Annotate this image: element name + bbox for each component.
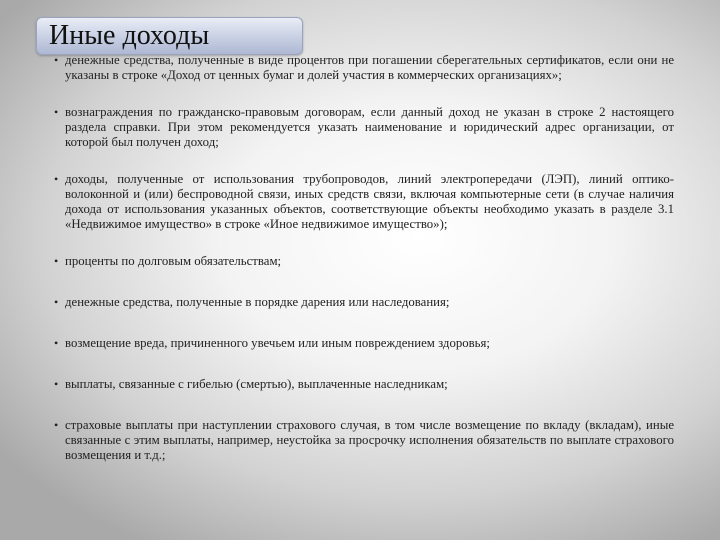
title-bar [36,17,303,55]
bullet-item [54,254,674,269]
bullet-mark: • [54,336,59,350]
bullet-mark: • [54,295,59,309]
bullet-mark: • [54,418,59,432]
bullet-mark: • [54,172,59,186]
bullet-list [54,53,674,485]
bullet-item [54,377,674,392]
bullet-item [54,295,674,310]
bullet-mark: • [54,105,59,119]
bullet-text: денежные средства, полученные в виде процентов при погашении сберегательных сертификатов, если они не указаны в строке «Доход от ценных бумаг и долей участия в коммерческих организациях»; [65,53,674,82]
bullet-mark: • [54,53,59,67]
bullet-mark: • [54,377,59,391]
bullet-text: проценты по долговым обязательствам; [65,254,282,268]
bullet-text: денежные средства, полученные в порядке дарения или наследования; [65,295,450,309]
bullet-text: доходы, полученные от использования трубопроводов, линий электропередачи (ЛЭП), линий оптико-волоконной и (или) беспроводной связи, иных средств связи, включая компьютерные сети (в случае наличия дохода от использования указанных объектов, соответствующие объекты необходимо указать в разделе 3.1 «Недвижимое имущество» в строке «Иное недвижимое имущество»); [65,172,674,231]
bullet-item [54,418,674,463]
bullet-item [54,105,674,150]
bullet-text: вознаграждения по гражданско-правовым договорам, если данный доход не указан в строке 2 настоящего раздела справки. При этом рекомендуется указать наименование и юридический адрес организации, от которой был получен доход; [65,105,674,149]
bullet-mark: • [54,254,59,268]
bullet-text: возмещение вреда, причиненного увечьем или иным повреждением здоровья; [65,336,490,350]
bullet-text: выплаты, связанные с гибелью (смертью), выплаченные наследникам; [65,377,448,391]
bullet-item [54,336,674,351]
slide-title: Иные доходы [49,20,210,51]
bullet-text: страховые выплаты при наступлении страхового случая, в том числе возмещение по вкладу (вкладам), иные связанные с этим выплаты, например, неустойка за просрочку исполнения обязательств по выплате страхового возмещения и т.д.; [65,418,674,462]
bullet-item [54,53,674,83]
bullet-item [54,172,674,232]
